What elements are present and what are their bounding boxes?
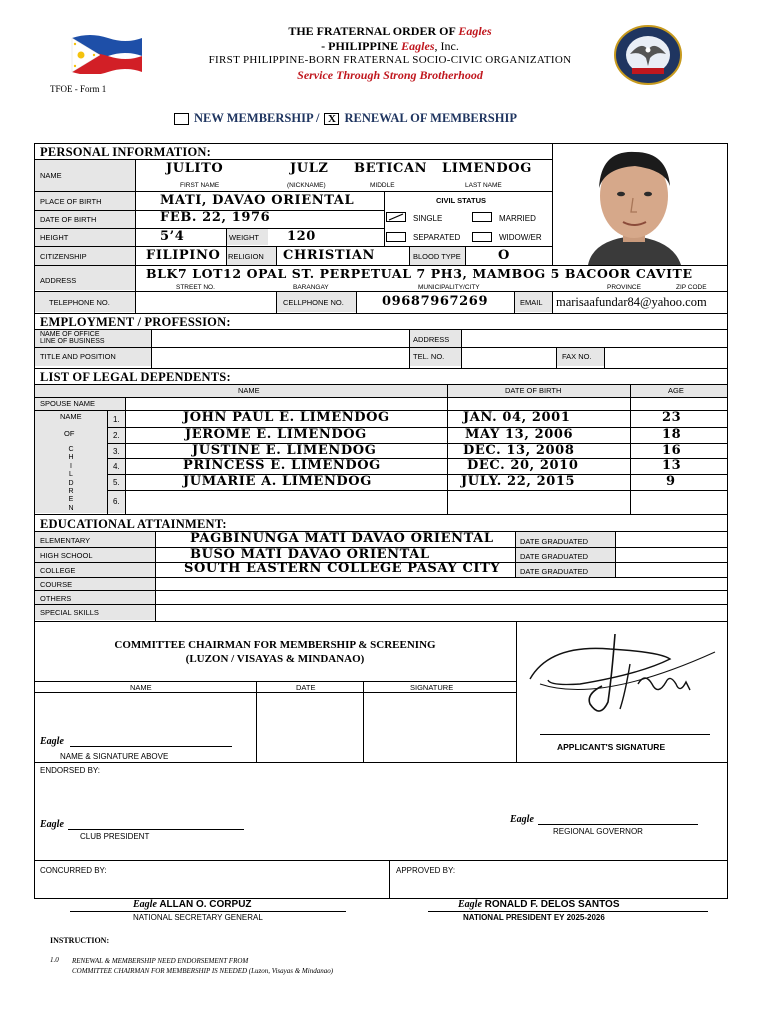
education-heading: EDUCATIONAL ATTAINMENT: bbox=[40, 517, 227, 531]
form-number: TFOE - Form 1 bbox=[50, 84, 107, 94]
dependents-age-header: AGE bbox=[668, 386, 684, 395]
name-label: NAME bbox=[40, 171, 62, 180]
date-of-birth-label: DATE OF BIRTH bbox=[40, 215, 97, 224]
height-label: HEIGHT bbox=[40, 233, 69, 242]
child-5-age[interactable]: 9 bbox=[666, 474, 676, 489]
child-2-number: 2. bbox=[113, 431, 120, 440]
married-label: MARRIED bbox=[499, 214, 536, 223]
street-caption: STREET NO. bbox=[176, 284, 215, 291]
children-vertical-label: C H I L D R E N bbox=[68, 446, 74, 512]
name-of-label-1: NAME bbox=[60, 412, 82, 421]
approved-title: NATIONAL PRESIDENT EY 2025-2026 bbox=[463, 913, 605, 922]
dependents-heading: LIST OF LEGAL DEPENDENTS: bbox=[40, 370, 231, 384]
applicant-photo bbox=[553, 144, 727, 265]
barangay-caption: BARANGAY bbox=[293, 284, 329, 291]
city-caption: MUNICIPALITY/CITY bbox=[418, 284, 480, 291]
child-5-number: 5. bbox=[113, 478, 120, 487]
committee-signature-header: SIGNATURE bbox=[410, 683, 454, 692]
approved-by-label: APPROVED BY: bbox=[396, 866, 456, 875]
philippine-flag-logo bbox=[70, 32, 144, 79]
religion-value[interactable]: CHRISTIAN bbox=[283, 248, 376, 263]
fax-no-label: FAX NO. bbox=[562, 352, 592, 361]
name-signature-above-label: NAME & SIGNATURE ABOVE bbox=[60, 752, 169, 761]
telephone-label: TELEPHONE NO. bbox=[49, 298, 110, 307]
highschool-date-graduated-label: DATE GRADUATED bbox=[520, 552, 589, 561]
dependents-dob-header: DATE OF BIRTH bbox=[505, 386, 562, 395]
zip-caption: ZIP CODE bbox=[676, 284, 707, 291]
instruction-heading: INSTRUCTION: bbox=[50, 936, 110, 945]
last-name-caption: LAST NAME bbox=[465, 182, 502, 189]
child-2-age[interactable]: 18 bbox=[662, 427, 682, 442]
religion-label: RELIGION bbox=[228, 252, 264, 261]
applicant-signature-label: APPLICANT'S SIGNATURE bbox=[557, 742, 666, 752]
child-1-name[interactable]: JOHN PAUL E. LIMENDOG bbox=[183, 410, 390, 425]
regional-governor-label: REGIONAL GOVERNOR bbox=[553, 827, 643, 836]
club-president-eagle-label: Eagle bbox=[40, 819, 64, 830]
regional-governor-eagle-label: Eagle bbox=[510, 814, 534, 825]
org-motto: Service Through Strong Brotherhood bbox=[297, 68, 483, 82]
concurred-name: Eagle ALLAN O. CORPUZ bbox=[133, 899, 252, 910]
nickname-value[interactable]: JULZ bbox=[290, 161, 329, 176]
office-address-label: ADDRESS bbox=[413, 335, 450, 344]
height-value[interactable]: 5’4 bbox=[160, 229, 185, 244]
org-title: THE FRATERNAL ORDER OF Eagles - PHILIPPINE Eagles, Inc. bbox=[288, 24, 492, 53]
endorsed-by-label: ENDORSED BY: bbox=[40, 766, 101, 775]
approved-name: Eagle RONALD F. DELOS SANTOS bbox=[458, 899, 620, 910]
widow-checkbox[interactable] bbox=[472, 232, 492, 242]
middle-caption: MIDDLE bbox=[370, 182, 395, 189]
child-4-name[interactable]: PRINCESS E. LIMENDOG bbox=[183, 458, 381, 473]
child-3-dob[interactable]: DEC. 13, 2008 bbox=[463, 443, 575, 458]
blood-type-value[interactable]: O bbox=[498, 248, 510, 263]
email-label: EMAIL bbox=[520, 298, 543, 307]
weight-label: WEIGHT bbox=[229, 233, 259, 242]
special-skills-label: SPECIAL SKILLS bbox=[40, 608, 99, 617]
org-subtitle: FIRST PHILIPPINE-BORN FRATERNAL SOCIO-CIVIC ORGANIZATION bbox=[208, 54, 572, 66]
civil-status-label: CIVIL STATUS bbox=[436, 196, 487, 205]
child-2-dob[interactable]: MAY 13, 2006 bbox=[465, 427, 574, 442]
title-position-label: TITLE AND POSITION bbox=[40, 352, 116, 361]
child-5-dob[interactable]: JULY. 22, 2015 bbox=[461, 474, 576, 489]
child-4-age[interactable]: 13 bbox=[662, 458, 682, 473]
renewal-membership-checkbox[interactable]: X bbox=[324, 113, 339, 125]
dependents-name-header: NAME bbox=[238, 386, 260, 395]
committee-name-header: NAME bbox=[130, 683, 152, 692]
renewal-membership-label: RENEWAL OF MEMBERSHIP bbox=[344, 111, 517, 125]
applicant-signature-image bbox=[520, 624, 720, 739]
citizenship-value[interactable]: FILIPINO bbox=[146, 248, 221, 263]
child-3-number: 3. bbox=[113, 447, 120, 456]
concurred-title: NATIONAL SECRETARY GENERAL bbox=[133, 913, 263, 922]
single-label: SINGLE bbox=[413, 214, 443, 223]
place-of-birth-label: PLACE OF BIRTH bbox=[40, 197, 102, 206]
province-caption: PROVINCE bbox=[607, 284, 641, 291]
name-of-label-2: OF bbox=[64, 429, 75, 438]
elementary-label: ELEMENTARY bbox=[40, 536, 91, 545]
instruction-item-number: 1.0 bbox=[50, 956, 59, 964]
last-name-value[interactable]: LIMENDOG bbox=[442, 161, 532, 176]
tel-no-label: TEL. NO. bbox=[413, 352, 445, 361]
first-name-value[interactable]: JULITO bbox=[166, 161, 224, 176]
single-checkbox[interactable] bbox=[386, 212, 406, 222]
child-6-number: 6. bbox=[113, 497, 120, 506]
child-4-dob[interactable]: DEC. 20, 2010 bbox=[467, 458, 579, 473]
club-president-label: CLUB PRESIDENT bbox=[80, 832, 150, 841]
child-1-age[interactable]: 23 bbox=[662, 410, 682, 425]
married-checkbox[interactable] bbox=[472, 212, 492, 222]
first-name-caption: FIRST NAME bbox=[180, 182, 220, 189]
child-4-number: 4. bbox=[113, 462, 120, 471]
child-1-dob[interactable]: JAN. 04, 2001 bbox=[463, 410, 571, 425]
instruction-text: RENEWAL & MEMBERSHIP NEED ENDORSEMENT FROM COMMITTEE CHAIRMAN FOR MEMBERSHIP IS NEEDED (Luzon, Visayas & Mindanao) bbox=[72, 957, 334, 975]
weight-value[interactable]: 120 bbox=[287, 229, 316, 244]
new-membership-checkbox[interactable] bbox=[174, 113, 189, 125]
separated-label: SEPARATED bbox=[413, 233, 461, 242]
highschool-label: HIGH SCHOOL bbox=[40, 551, 93, 560]
personal-info-heading: PERSONAL INFORMATION: bbox=[40, 145, 211, 159]
address-label: ADDRESS bbox=[40, 276, 77, 285]
child-3-name[interactable]: JUSTINE E. LIMENDOG bbox=[192, 443, 377, 458]
child-1-number: 1. bbox=[113, 415, 120, 424]
others-label: OTHERS bbox=[40, 594, 72, 603]
committee-date-header: DATE bbox=[296, 683, 316, 692]
committee-eagle-label: Eagle bbox=[40, 736, 64, 747]
elementary-date-graduated-label: DATE GRADUATED bbox=[520, 537, 589, 546]
email-value[interactable]: marisaafundar84@yahoo.com bbox=[556, 295, 707, 309]
blood-type-label: BLOOD TYPE bbox=[413, 252, 461, 261]
date-of-birth-value[interactable]: FEB. 22, 1976 bbox=[160, 210, 271, 225]
course-label: COURSE bbox=[40, 580, 73, 589]
child-5-name[interactable]: JUMARIE A. LIMENDOG bbox=[183, 474, 372, 489]
cellphone-value[interactable]: 09687967269 bbox=[382, 294, 489, 309]
address-value[interactable]: BLK7 LOT12 OPAL ST. PERPETUAL 7 PH3, MAMBOG 5 BACOOR CAVITE bbox=[146, 266, 693, 281]
cellphone-label: CELLPHONE NO. bbox=[283, 298, 344, 307]
new-membership-label: NEW MEMBERSHIP / bbox=[194, 111, 320, 125]
widow-label: WIDOW/ER bbox=[499, 233, 542, 242]
citizenship-label: CITIZENSHIP bbox=[40, 252, 87, 261]
child-2-name[interactable]: JEROME E. LIMENDOG bbox=[185, 427, 367, 442]
spouse-name-label: SPOUSE NAME bbox=[40, 399, 96, 408]
separated-checkbox[interactable] bbox=[386, 232, 406, 242]
committee-heading: COMMITTEE CHAIRMAN FOR MEMBERSHIP & SCREENING (LUZON / VISAYAS & MINDANAO) bbox=[114, 639, 436, 665]
eagles-seal-logo bbox=[612, 24, 684, 91]
employment-heading: EMPLOYMENT / PROFESSION: bbox=[40, 315, 231, 329]
middle-name-value[interactable]: BETICAN bbox=[354, 161, 428, 176]
highschool-value[interactable]: BUSO MATI DAVAO ORIENTAL bbox=[190, 547, 430, 562]
elementary-value[interactable]: PAGBINUNGA MATI DAVAO ORIENTAL bbox=[190, 531, 494, 546]
place-of-birth-value[interactable]: MATI, DAVAO ORIENTAL bbox=[160, 193, 355, 208]
college-value[interactable]: SOUTH EASTERN COLLEGE PASAY CITY bbox=[184, 561, 501, 576]
office-label: NAME OF OFFICE LINE OF BUSINESS bbox=[40, 331, 105, 345]
concurred-by-label: CONCURRED BY: bbox=[40, 866, 107, 875]
nickname-caption: (NICKNAME) bbox=[287, 182, 326, 189]
child-3-age[interactable]: 16 bbox=[662, 443, 682, 458]
college-label: COLLEGE bbox=[40, 566, 76, 575]
college-date-graduated-label: DATE GRADUATED bbox=[520, 567, 589, 576]
membership-type bbox=[174, 111, 517, 126]
